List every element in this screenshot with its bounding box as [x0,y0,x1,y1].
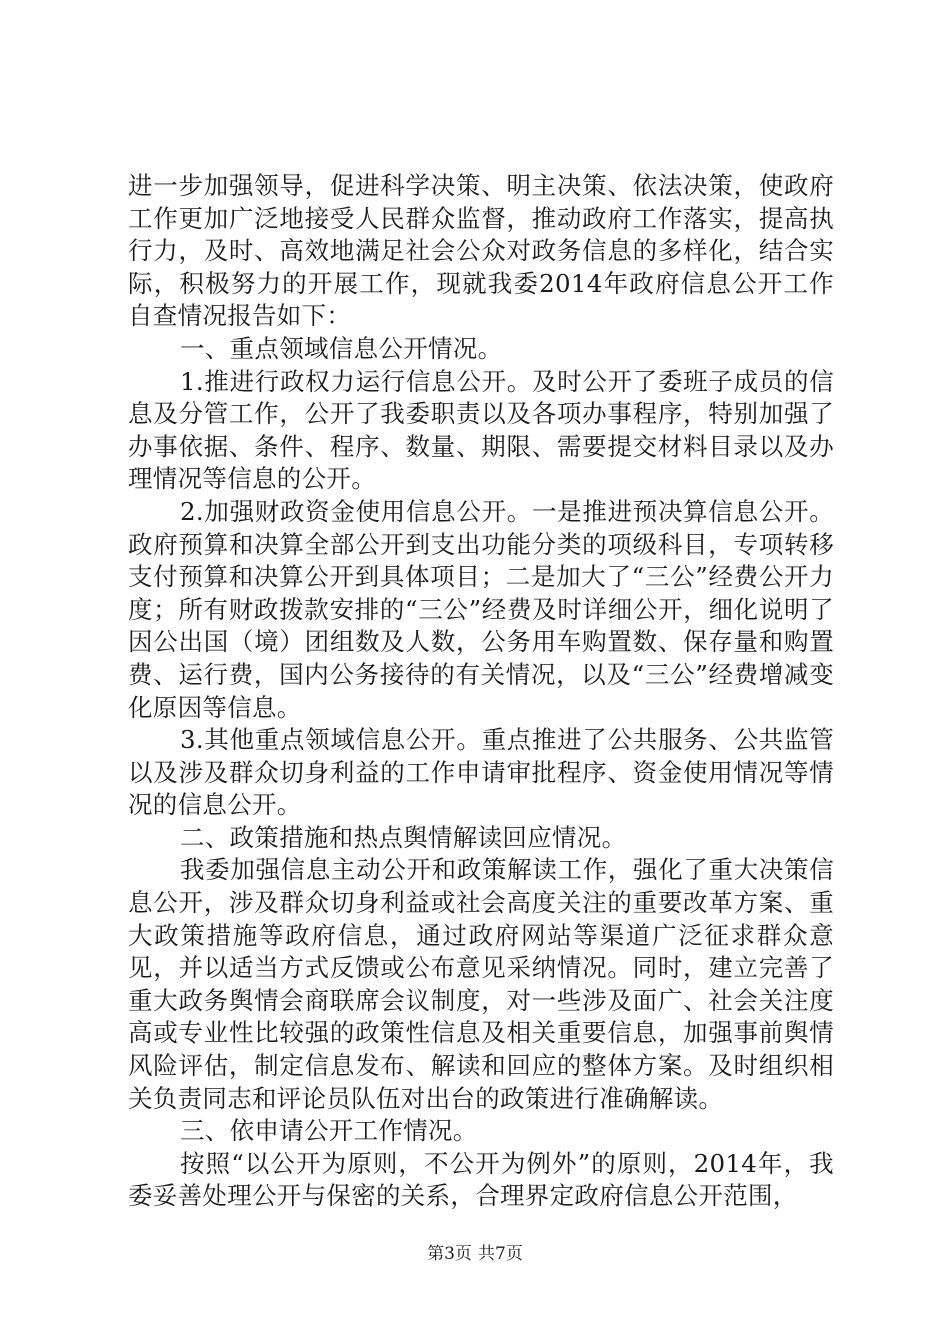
paragraph-section-3: 按照“以公开为原则，不公开为例外”的原则，2014年，我委妥善处理公开与保密的关系，合理界定政府信息公开范围， [128,1148,834,1211]
heading-section-3: 三、依申请公开工作情况。 [180,1116,478,1146]
heading-section-1: 一、重点领域信息公开情况。 [180,333,503,363]
paragraph-item-1: 1.推进行政权力运行信息公开。及时公开了委班子成员的信息及分管工作，公开了我委职责以及各项办事程序，特别加强了办事依据、条件、程序、数量、期限、需要提交材料目录以及办理情况等信息的公开。 [128,366,834,494]
paragraph-intro: 进一步加强领导，促进科学决策、明主决策、依法决策，使政府工作更加广泛地接受人民群众监督，推动政府工作落实，提高执行力，及时、高效地满足社会公众对政务信息的多样化，结合实际，积极努力的开展工作，现就我委2014年政府信息公开工作自查情况报告如下： [128,171,834,331]
paragraph-item-2: 2.加强财政资金使用信息公开。一是推进预决算信息公开。政府预算和决算全部公开到支出功能分类的项级科目，专项转移支付预算和决算公开到具体项目；二是加大了“三公”经费公开力度；所有财政拨款安排的“三公”经费及时详细公开，细化说明了因公出国（境）团组数及人数，公务用车购置数、保存量和购置费、运行费，国内公务接待的有关情况，以及“三公”经费增减变化原因等信息。 [128,496,834,722]
heading-section-2: 二、政策措施和热点舆情解读回应情况。 [180,822,627,852]
page-footer [0,1244,950,1264]
document-body [128,170,834,1213]
paragraph-item-3: 3.其他重点领域信息公开。重点推进了公共服务、公共监管以及涉及群众切身利益的工作申请审批程序、资金使用情况等情况的信息公开。 [128,725,834,820]
paragraph-section-2: 我委加强信息主动公开和政策解读工作，强化了重大决策信息公开，涉及群众切身利益或社会高度关注的重要改革方案、重大政策措施等政府信息，通过政府网站等渠道广泛征求群众意见，并以适当方式反馈或公布意见采纳情况。同时，建立完善了重大政务舆情会商联席会议制度，对一些涉及面广、社会关注度高或专业性比较强的政策性信息及相关重要信息，加强事前舆情风险评估，制定信息发布、解读和回应的整体方案。及时组织相关负责同志和评论员队伍对出台的政策进行准确解读。 [128,855,834,1113]
page-total: 共7页 [478,1244,523,1264]
page-number: 第3页 [427,1244,472,1264]
